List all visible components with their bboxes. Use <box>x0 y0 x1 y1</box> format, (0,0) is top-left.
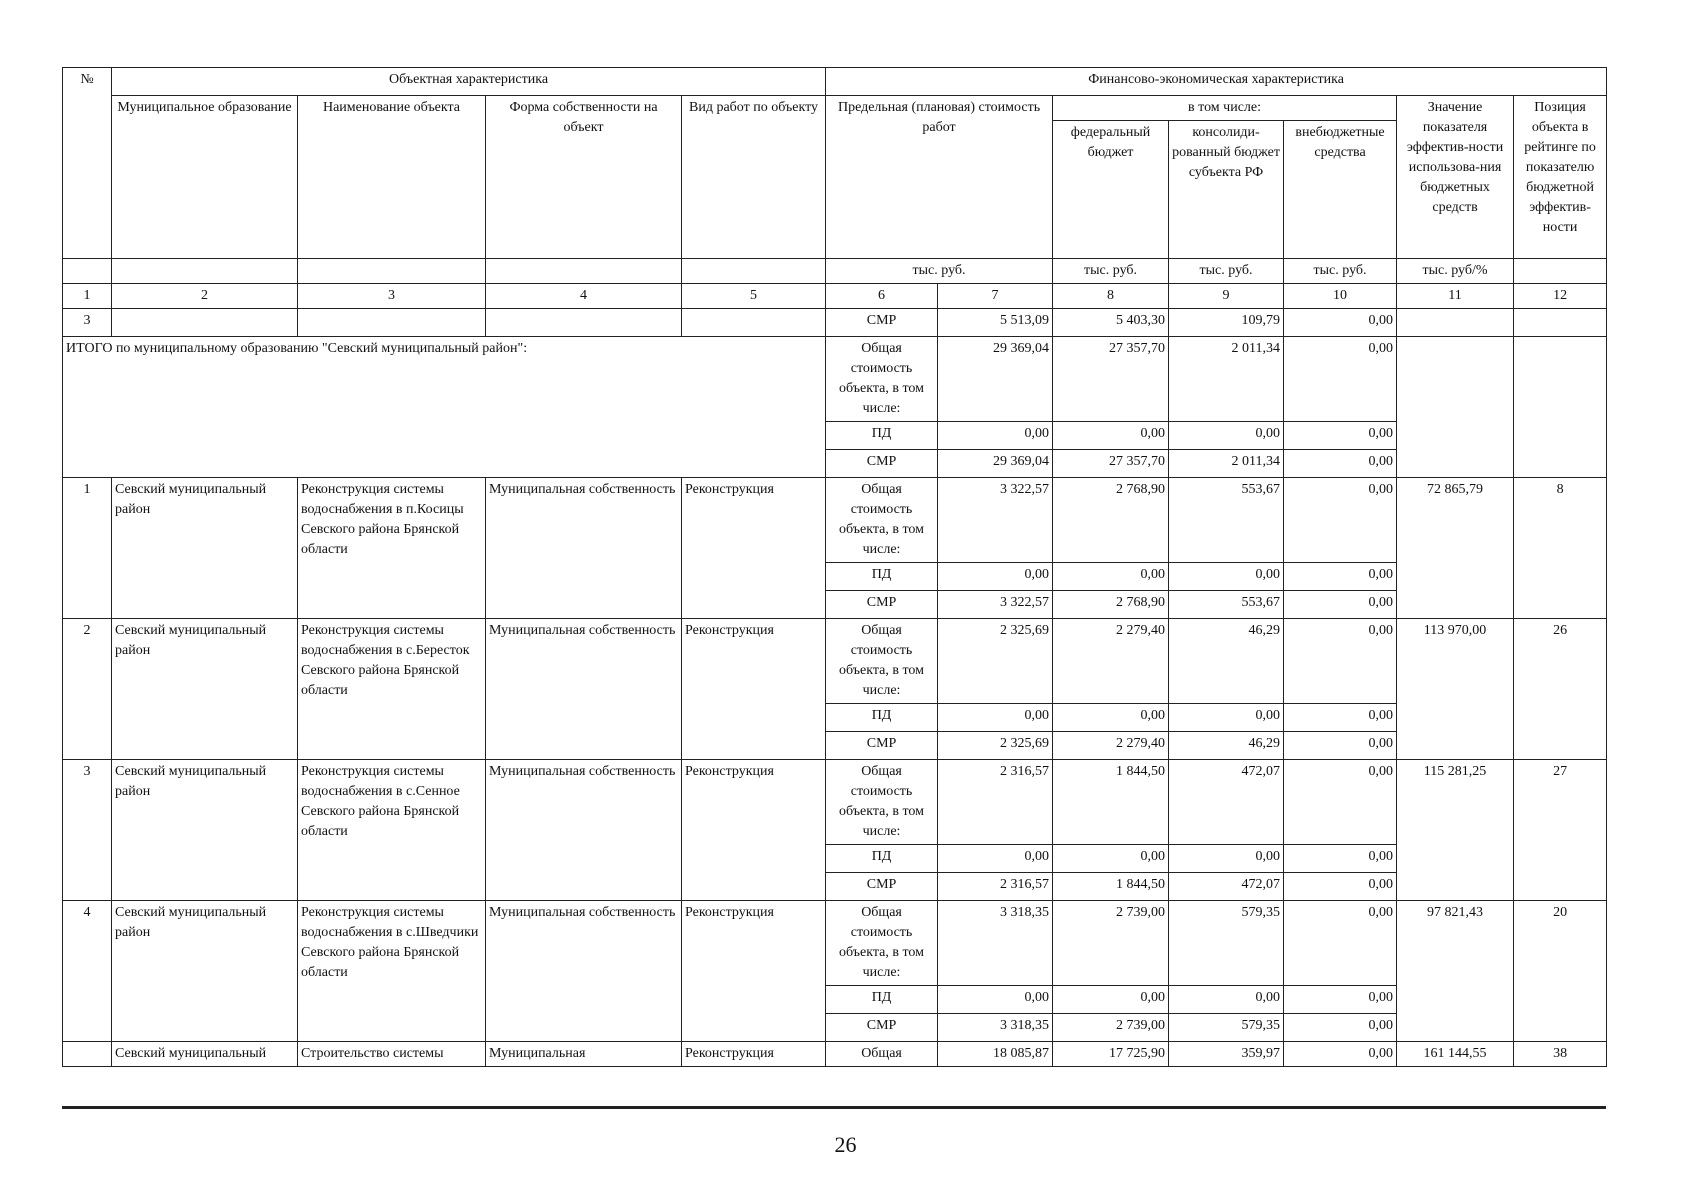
value-consolidated: 359,97 <box>1169 1042 1284 1067</box>
header-row-groups <box>63 68 1607 96</box>
group-header-finance: Финансово-экономическая характеристика <box>826 68 1607 96</box>
value-federal: 2 739,00 <box>1053 901 1169 986</box>
col-header-consolidated: консолиди-рованный бюджет субъекта РФ <box>1169 121 1284 259</box>
value-federal: 0,00 <box>1053 704 1169 732</box>
work-type: Реконструкция <box>682 760 826 901</box>
value-federal: 1 844,50 <box>1053 760 1169 845</box>
cost-type: СМР <box>826 1014 938 1042</box>
col-header-municipality: Муниципальное образование <box>112 96 298 259</box>
units-row <box>63 259 1607 284</box>
column-number: 8 <box>1053 284 1169 309</box>
col-header-work-type: Вид работ по объекту <box>682 96 826 259</box>
value-federal: 2 768,90 <box>1053 591 1169 619</box>
value-consolidated: 579,35 <box>1169 1014 1284 1042</box>
value-total: 0,00 <box>938 563 1053 591</box>
column-number: 12 <box>1514 284 1607 309</box>
value-extrabudget: 0,00 <box>1284 619 1397 704</box>
value-federal: 17 725,90 <box>1053 1042 1169 1067</box>
group-header-object: Объектная характеристика <box>112 68 826 96</box>
value-extrabudget: 0,00 <box>1284 732 1397 760</box>
cost-type: Общая стоимость объекта, в том числе: <box>826 619 938 704</box>
value-total: 18 085,87 <box>938 1042 1053 1067</box>
value-total: 3 318,35 <box>938 1014 1053 1042</box>
value-consolidated: 472,07 <box>1169 760 1284 845</box>
value-federal: 0,00 <box>1053 845 1169 873</box>
object-name: Реконструкция системы водоснабжения в с.Шведчики Севского района Брянской области <box>298 901 486 1042</box>
row-number: 4 <box>63 901 112 1042</box>
value-total: 0,00 <box>938 704 1053 732</box>
efficiency-value: 113 970,00 <box>1397 619 1514 760</box>
col-header-extrabudget: внебюджетные средства <box>1284 121 1397 259</box>
unit-federal: тыс. руб. <box>1053 259 1169 284</box>
value-consolidated: 0,00 <box>1169 704 1284 732</box>
col-header-object-name: Наименование объекта <box>298 96 486 259</box>
municipality: Севский муниципальный район <box>112 619 298 760</box>
column-numbers-row <box>63 284 1607 309</box>
empty-cell <box>486 309 682 337</box>
investment-objects-table <box>62 67 1607 1067</box>
value-extrabudget: 0,00 <box>1284 1042 1397 1067</box>
ownership: Муниципальная собственность <box>486 619 682 760</box>
col-header-rank: Позиция объекта в рейтинге по показателю бюджетной эффектив-ности <box>1514 96 1607 259</box>
value-total: 3 322,57 <box>938 591 1053 619</box>
value-extrabudget: 0,00 <box>1284 337 1397 422</box>
page-cut-line <box>62 1106 1606 1109</box>
rank-position: 26 <box>1514 619 1607 760</box>
units-cell-empty <box>682 259 826 284</box>
table-row-truncated <box>63 1042 1607 1067</box>
empty-cell <box>298 309 486 337</box>
value-federal: 2 279,40 <box>1053 732 1169 760</box>
column-number: 11 <box>1397 284 1514 309</box>
value-consolidated: 46,29 <box>1169 732 1284 760</box>
value-total: 2 325,69 <box>938 732 1053 760</box>
col-header-no: № <box>63 68 112 259</box>
empty-cell <box>682 309 826 337</box>
row-number: 3 <box>63 760 112 901</box>
municipality: Севский муниципальный <box>112 1042 298 1067</box>
unit-efficiency: тыс. руб/% <box>1397 259 1514 284</box>
value-consolidated: 0,00 <box>1169 845 1284 873</box>
value-extrabudget: 0,00 <box>1284 309 1397 337</box>
value-consolidated: 0,00 <box>1169 986 1284 1014</box>
value-extrabudget: 0,00 <box>1284 450 1397 478</box>
unit-limit: тыс. руб. <box>826 259 1053 284</box>
units-cell-empty <box>486 259 682 284</box>
empty-cell <box>1514 309 1607 337</box>
units-cell-empty <box>112 259 298 284</box>
value-total: 2 325,69 <box>938 619 1053 704</box>
efficiency-value: 115 281,25 <box>1397 760 1514 901</box>
value-consolidated: 2 011,34 <box>1169 450 1284 478</box>
value-extrabudget: 0,00 <box>1284 986 1397 1014</box>
column-number: 5 <box>682 284 826 309</box>
work-type: Реконструкция <box>682 1042 826 1067</box>
value-total: 29 369,04 <box>938 337 1053 422</box>
table-row <box>63 619 1607 704</box>
document-page <box>62 67 1606 1107</box>
column-number: 10 <box>1284 284 1397 309</box>
value-consolidated: 553,67 <box>1169 478 1284 563</box>
value-extrabudget: 0,00 <box>1284 704 1397 732</box>
table-row-total <box>63 337 1607 422</box>
ownership: Муниципальная <box>486 1042 682 1067</box>
cost-type: ПД <box>826 845 938 873</box>
cost-type: ПД <box>826 422 938 450</box>
cost-type: Общая стоимость объекта, в том числе: <box>826 478 938 563</box>
value-total: 0,00 <box>938 845 1053 873</box>
object-name: Реконструкция системы водоснабжения в с.Бересток Севского района Брянской области <box>298 619 486 760</box>
row-number: 1 <box>63 478 112 619</box>
units-cell-empty <box>1514 259 1607 284</box>
cost-type: Общая стоимость объекта, в том числе: <box>826 337 938 422</box>
column-number: 3 <box>298 284 486 309</box>
value-consolidated: 0,00 <box>1169 422 1284 450</box>
cost-type: Общая стоимость объекта, в том числе: <box>826 760 938 845</box>
value-federal: 2 279,40 <box>1053 619 1169 704</box>
value-consolidated: 109,79 <box>1169 309 1284 337</box>
value-federal: 2 739,00 <box>1053 1014 1169 1042</box>
value-extrabudget: 0,00 <box>1284 563 1397 591</box>
value-extrabudget: 0,00 <box>1284 478 1397 563</box>
efficiency-value: 161 144,55 <box>1397 1042 1514 1067</box>
value-total: 2 316,57 <box>938 760 1053 845</box>
value-consolidated: 46,29 <box>1169 619 1284 704</box>
municipality: Севский муниципальный район <box>112 901 298 1042</box>
rank-position: 8 <box>1514 478 1607 619</box>
cost-type: Общая <box>826 1042 938 1067</box>
value-total: 2 316,57 <box>938 873 1053 901</box>
value-federal: 27 357,70 <box>1053 337 1169 422</box>
cost-type: СМР <box>826 873 938 901</box>
column-number: 7 <box>938 284 1053 309</box>
value-federal: 27 357,70 <box>1053 450 1169 478</box>
work-type: Реконструкция <box>682 619 826 760</box>
row-number: 3 <box>63 309 112 337</box>
cost-type: ПД <box>826 986 938 1014</box>
value-consolidated: 2 011,34 <box>1169 337 1284 422</box>
empty-cell <box>112 309 298 337</box>
value-total: 3 318,35 <box>938 901 1053 986</box>
table-body <box>63 68 1607 1067</box>
units-cell-empty <box>298 259 486 284</box>
value-extrabudget: 0,00 <box>1284 845 1397 873</box>
col-header-limit-cost: Предельная (плановая) стоимость работ <box>826 96 1053 259</box>
value-consolidated: 579,35 <box>1169 901 1284 986</box>
column-number: 2 <box>112 284 298 309</box>
rank-position: 20 <box>1514 901 1607 1042</box>
ownership: Муниципальная собственность <box>486 760 682 901</box>
table-row <box>63 901 1607 986</box>
rank-position: 27 <box>1514 760 1607 901</box>
value-total: 0,00 <box>938 986 1053 1014</box>
efficiency-value: 72 865,79 <box>1397 478 1514 619</box>
header-row-columns <box>63 96 1607 121</box>
column-number: 1 <box>63 284 112 309</box>
value-federal: 5 403,30 <box>1053 309 1169 337</box>
value-total: 5 513,09 <box>938 309 1053 337</box>
cost-type: СМР <box>826 309 938 337</box>
value-total: 0,00 <box>938 422 1053 450</box>
value-federal: 0,00 <box>1053 422 1169 450</box>
cost-type: Общая стоимость объекта, в том числе: <box>826 901 938 986</box>
object-name: Строительство системы <box>298 1042 486 1067</box>
column-number: 4 <box>486 284 682 309</box>
value-federal: 0,00 <box>1053 986 1169 1014</box>
cost-type: СМР <box>826 591 938 619</box>
value-federal: 2 768,90 <box>1053 478 1169 563</box>
table-row <box>63 478 1607 563</box>
empty-cell <box>1514 337 1607 478</box>
column-number: 9 <box>1169 284 1284 309</box>
total-label: ИТОГО по муниципальному образованию "Севский муниципальный район": <box>63 337 826 478</box>
unit-consolidated: тыс. руб. <box>1169 259 1284 284</box>
value-extrabudget: 0,00 <box>1284 422 1397 450</box>
value-federal: 1 844,50 <box>1053 873 1169 901</box>
value-extrabudget: 0,00 <box>1284 591 1397 619</box>
row-number: 2 <box>63 619 112 760</box>
ownership: Муниципальная собственность <box>486 478 682 619</box>
unit-extrabudget: тыс. руб. <box>1284 259 1397 284</box>
value-extrabudget: 0,00 <box>1284 1014 1397 1042</box>
cost-type: СМР <box>826 450 938 478</box>
municipality: Севский муниципальный район <box>112 478 298 619</box>
col-header-federal: федеральный бюджет <box>1053 121 1169 259</box>
cost-type: СМР <box>826 732 938 760</box>
work-type: Реконструкция <box>682 478 826 619</box>
value-consolidated: 472,07 <box>1169 873 1284 901</box>
value-consolidated: 0,00 <box>1169 563 1284 591</box>
cost-type: ПД <box>826 563 938 591</box>
rank-position: 38 <box>1514 1042 1607 1067</box>
col-header-efficiency: Значение показателя эффектив-ности использова-ния бюджетных средств <box>1397 96 1514 259</box>
efficiency-value: 97 821,43 <box>1397 901 1514 1042</box>
row-number <box>63 1042 112 1067</box>
table-row-prev-object-smr <box>63 309 1607 337</box>
empty-cell <box>1397 309 1514 337</box>
table-row <box>63 760 1607 845</box>
column-number: 6 <box>826 284 938 309</box>
value-extrabudget: 0,00 <box>1284 873 1397 901</box>
cost-type: ПД <box>826 704 938 732</box>
value-extrabudget: 0,00 <box>1284 901 1397 986</box>
page-number: 26 <box>834 1132 857 1157</box>
empty-cell <box>1397 337 1514 478</box>
ownership: Муниципальная собственность <box>486 901 682 1042</box>
object-name: Реконструкция системы водоснабжения в с.Сенное Севского района Брянской области <box>298 760 486 901</box>
col-header-including: в том числе: <box>1053 96 1397 121</box>
value-total: 29 369,04 <box>938 450 1053 478</box>
object-name: Реконструкция системы водоснабжения в п.Косицы Севского района Брянской области <box>298 478 486 619</box>
municipality: Севский муниципальный район <box>112 760 298 901</box>
work-type: Реконструкция <box>682 901 826 1042</box>
value-total: 3 322,57 <box>938 478 1053 563</box>
value-federal: 0,00 <box>1053 563 1169 591</box>
value-extrabudget: 0,00 <box>1284 760 1397 845</box>
value-consolidated: 553,67 <box>1169 591 1284 619</box>
units-cell-empty <box>63 259 112 284</box>
col-header-ownership: Форма собственности на объект <box>486 96 682 259</box>
